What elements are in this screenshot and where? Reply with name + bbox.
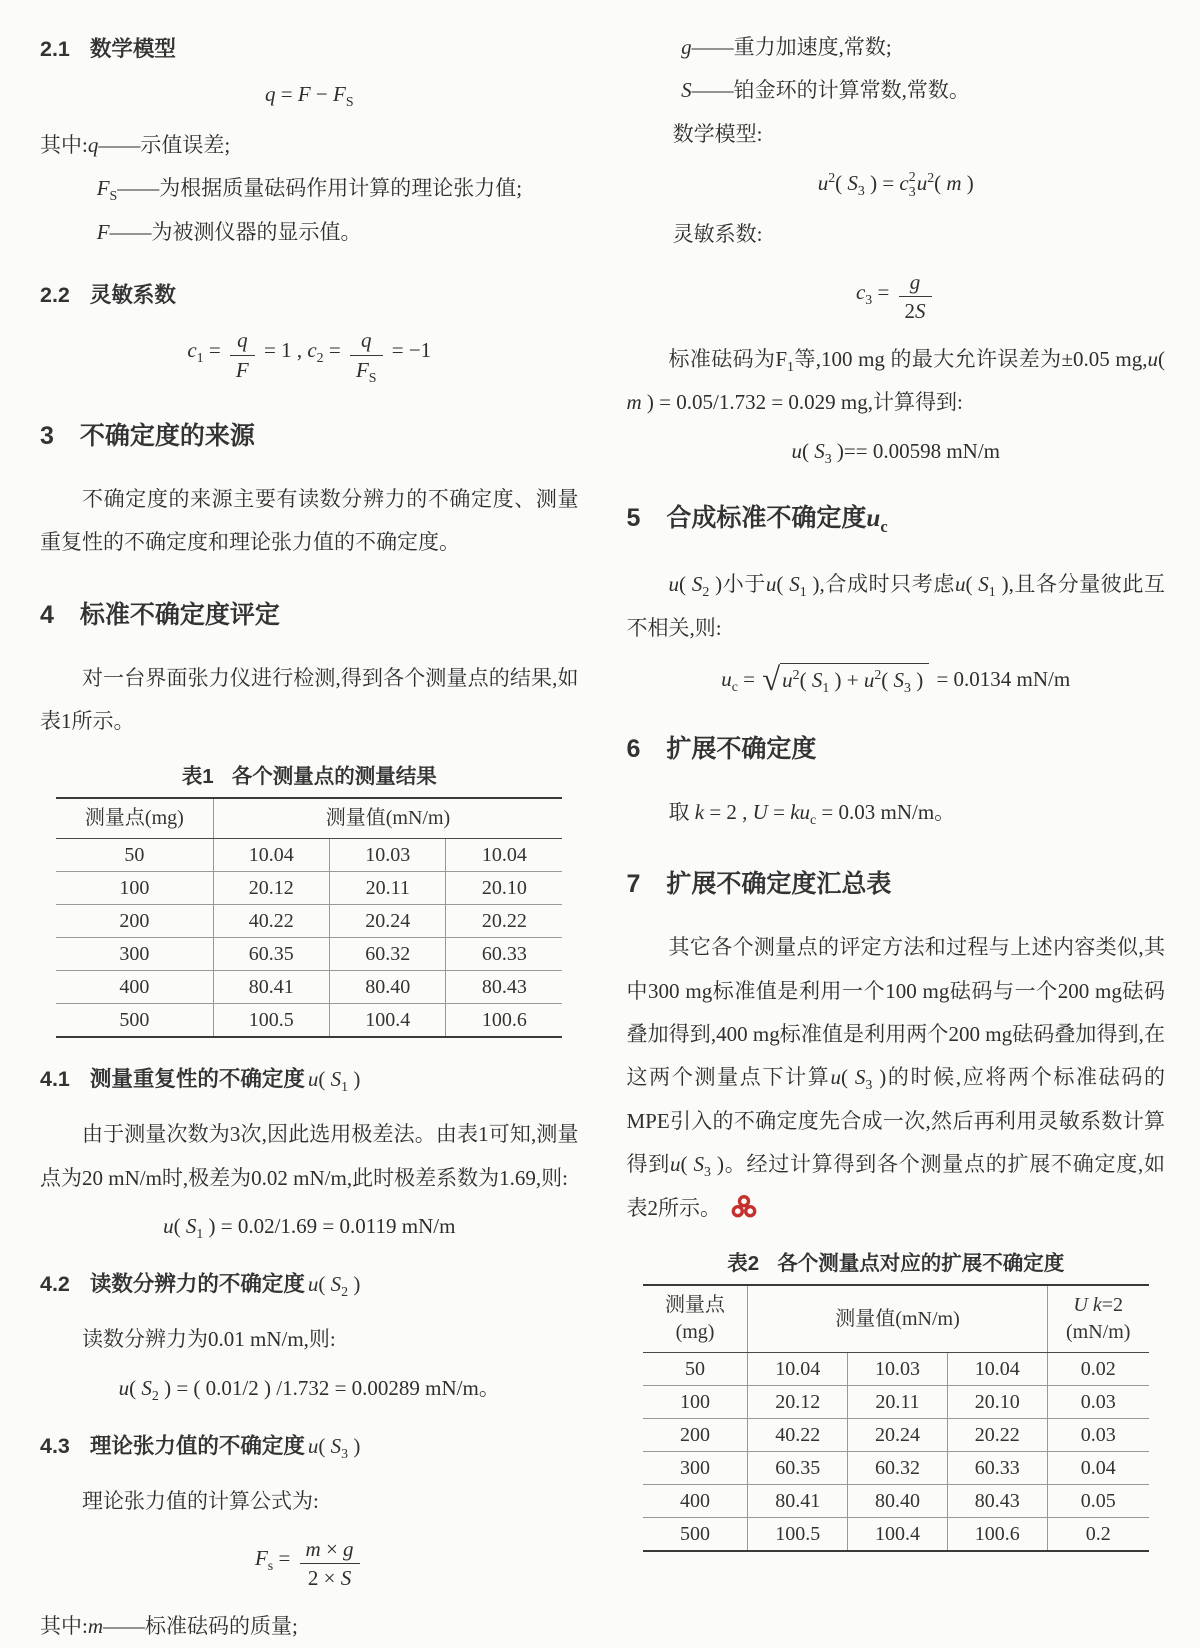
section-4-1-heading (40, 1062, 579, 1095)
table-row (56, 938, 562, 971)
table-cell: 10.04 (213, 839, 329, 872)
section-title: 理论张力值的不确定度 (89, 1433, 305, 1458)
table-cell: 100.6 (446, 1004, 562, 1038)
table-cell: 80.43 (947, 1485, 1047, 1518)
section-number: 2.1 (40, 37, 70, 61)
table-row (56, 839, 562, 872)
table-row (643, 1485, 1149, 1518)
definition-m: 其中:m——标准砝码的质量; (40, 1613, 298, 1638)
section-2-1-heading (40, 32, 579, 63)
table-cell: 40.22 (748, 1419, 848, 1452)
formula-u-s1: u( $S_1$ ) = 0.02/1.69 = 0.0119 mN/m (163, 1213, 456, 1242)
table-title: 各个测量点对应的扩展不确定度 (777, 1252, 1065, 1276)
table-cell: 100 (56, 872, 213, 905)
definition-q: 其中:q——示值误差; (40, 133, 231, 158)
section-title: 读数分辨力的不确定度 (89, 1272, 305, 1297)
right-column (627, 26, 1166, 1648)
table-cell: 100.5 (748, 1518, 848, 1552)
label-sensitivity: 灵敏系数: (672, 221, 763, 246)
heading-math: u( $S_1$ ) (307, 1067, 361, 1095)
table-2-col-u: U k=2 (mN/m) (1047, 1285, 1149, 1353)
table-cell: 50 (685, 1357, 706, 1380)
table-cell: 60.35 (748, 1452, 848, 1485)
table-cell: 20.24 (848, 1419, 948, 1452)
table-cell: 200 (643, 1419, 748, 1452)
table-cell: 20.12 (748, 1386, 848, 1419)
table-2-col-value: 测量值(mN/m) (748, 1285, 1047, 1353)
section-title: 数学模型 (89, 37, 176, 61)
table-row (643, 1452, 1149, 1485)
definition-s: S——铂金环的计算常数,常数。 (681, 78, 970, 103)
table-1-col-value: 测量值(mN/m) (213, 798, 562, 839)
heading-math: u( $S_2$ ) (307, 1272, 361, 1300)
section-number: 2.2 (40, 283, 70, 308)
section-number: 4.1 (40, 1067, 70, 1092)
section-number: 4 (40, 600, 54, 629)
table-cell: 20.11 (329, 872, 445, 905)
formula-c3: $c_3$ = $\frac{g}{2S}$ (627, 269, 1166, 325)
table-cell: 100.4 (848, 1518, 948, 1552)
formula-u2-s3: $u^2$( $S_3$ ) = c 2 3 $u^2$( m ) (817, 169, 974, 199)
table-cell: 20.11 (848, 1386, 948, 1419)
table-cell: 20.24 (329, 905, 445, 938)
heading-math: $u_c$ (866, 504, 888, 536)
definition-g: g——重力加速度,常数; (681, 35, 892, 59)
table-cell: 40.22 (213, 905, 329, 938)
formula-sensitivity-coefficients: $c_1$ = $\frac{q}{F}$ = 1 , $c_2$ = $\frac{q}{F_S}$ = −1 (187, 328, 432, 385)
table-row (643, 1353, 1149, 1386)
table-1-col-point: 测量点(mg) (56, 798, 213, 839)
section-number: 4.3 (40, 1433, 70, 1458)
section-6-line: 取 k = 2 , $U = ku_c = 0.03$ mN/m。 (668, 799, 956, 827)
table-cell: 80.40 (329, 971, 445, 1004)
section-title: 测量重复性的不确定度 (89, 1067, 305, 1092)
heading-math: u( $S_3$ ) (307, 1433, 361, 1461)
table-label: 表1 (181, 765, 214, 789)
table-cell: 0.03 (1047, 1386, 1149, 1419)
table-row (56, 905, 562, 938)
section-4-paragraph: 对一台界面张力仪进行检测,得到各个测量点的结果,如表1所示。 (40, 665, 579, 733)
section-number: 6 (626, 734, 641, 763)
table-cell: 0.05 (1047, 1485, 1149, 1518)
table-cell: 500 (56, 1004, 213, 1038)
table-cell: 0.03 (1047, 1419, 1149, 1452)
table-cell: 300 (643, 1452, 748, 1485)
section-4-3-paragraph: 理论张力值的计算公式为: (82, 1488, 319, 1513)
table-cell: 60.33 (947, 1452, 1047, 1485)
table-cell: 10.04 (446, 839, 562, 872)
section-3-heading (40, 416, 579, 452)
table-cell: 20.22 (446, 905, 562, 938)
table-label: 表2 (727, 1252, 760, 1276)
table-row (56, 1004, 562, 1038)
table-cell: 200 (56, 905, 213, 938)
section-7-paragraph: 其它各个测量点的评定方法和过程与上述内容类似,其中300 mg标准值是利用一个100 mg砝码与一个200 mg砝码叠加得到,400 mg标准值是利用两个200 mg砝码叠加得到,在这两个测量点下计算u( $S_3$ )的时候,应将两个标准砝码的MPE引入的不确定度先合成一次,然后再利用灵敏系数计算得到u( $S_3$ )。经过计算得到各个测量点的扩展不确定度,如表2所示。 (626, 935, 1165, 1220)
table-cell: 50 (124, 843, 145, 866)
formula-fs: $F_s$ = $\frac{m \times g}{2 \times S}$ (40, 1536, 579, 1592)
table-cell: 10.04 (748, 1353, 848, 1386)
table-2-col-point: 测量点 (mg) (643, 1285, 748, 1353)
formula-uc: $u_c$ = √ $u^2$( $S_1$ ) + $u^2$( $S_3$ ) = 0.0134 mN/m (721, 661, 1071, 698)
table-cell: 10.03 (848, 1353, 948, 1386)
table-row (643, 1419, 1149, 1452)
section-3-paragraph: 不确定度的来源主要有读数分辨力的不确定度、测量重复性的不确定度和理论张力值的不确定度。 (40, 487, 579, 555)
table-cell: 400 (643, 1485, 748, 1518)
definition-fs: $F_S——$为根据质量砝码作用计算的理论张力值; (96, 176, 523, 204)
table-cell: 60.33 (446, 938, 562, 971)
section-2-2-heading (40, 278, 579, 309)
table-cell: 60.32 (329, 938, 445, 971)
section-number: 3 (40, 422, 54, 451)
section-4-2-heading (40, 1267, 579, 1300)
table-cell: 20.10 (947, 1386, 1047, 1419)
table-cell: 80.43 (446, 971, 562, 1004)
table-cell: 100.5 (213, 1004, 329, 1038)
table-cell: 60.32 (848, 1452, 948, 1485)
section-5-heading (627, 498, 1166, 537)
section-4-3-heading (40, 1429, 579, 1462)
table-cell: 80.40 (848, 1485, 948, 1518)
section-title: 灵敏系数 (89, 283, 176, 308)
table-cell: 100.6 (947, 1518, 1047, 1552)
table-cell: 0.02 (1047, 1353, 1149, 1386)
table-cell: 10.04 (947, 1353, 1047, 1386)
formula-indication-error: $q = F - F_S$ (264, 82, 354, 110)
table-1-caption (40, 759, 579, 789)
table-cell: 300 (56, 938, 213, 971)
table-cell: 60.35 (213, 938, 329, 971)
table-cell: 80.41 (213, 971, 329, 1004)
section-number: 5 (626, 503, 641, 532)
table-cell: 20.12 (213, 872, 329, 905)
table-cell: 20.10 (446, 872, 562, 905)
table-cell: 500 (643, 1518, 748, 1552)
table-cell: 100 (643, 1386, 748, 1419)
table-row (643, 1386, 1149, 1419)
section-4-heading (40, 595, 579, 631)
table-cell: 80.41 (748, 1485, 848, 1518)
section-title: 合成标准不确定度 (666, 503, 867, 532)
section-4-1-paragraph: 由于测量次数为3次,因此选用极差法。由表1可知,测量点为20 mN/m时,极差为0.02 mN/m,此时极差系数为1.69,则: (40, 1122, 579, 1190)
weight-paragraph: 标准砝码为$F_1$等,100 mg 的最大允许误差为±0.05 mg,u( m ) = 0.05/1.732 = 0.029 mg,计算得到: (626, 346, 1165, 415)
section-6-heading (627, 729, 1166, 765)
table-row (56, 971, 562, 1004)
table-2-caption (627, 1246, 1166, 1276)
section-number: 7 (626, 870, 641, 899)
table-row (643, 1518, 1149, 1552)
formula-u-s2: u( $S_2$ ) = ( 0.01/2 ) /1.732 = 0.00289 mN/m。 (118, 1375, 500, 1403)
table-2 (643, 1284, 1149, 1552)
label-math-model: 数学模型: (672, 121, 763, 146)
table-cell: 0.2 (1047, 1518, 1149, 1552)
table-cell: 10.03 (329, 839, 445, 872)
table-cell: 100.4 (329, 1004, 445, 1038)
section-number: 4.2 (40, 1272, 70, 1297)
definition-f: F——为被测仪器的显示值。 (96, 220, 362, 245)
table-cell: 0.04 (1047, 1452, 1149, 1485)
table-1-header-row (56, 798, 562, 839)
section-title: 扩展不确定度 (666, 734, 817, 763)
section-title: 扩展不确定度汇总表 (666, 870, 892, 899)
article-end-icon (731, 1195, 757, 1218)
table-2-header-row (643, 1285, 1149, 1353)
left-column (40, 26, 579, 1648)
section-7-heading (627, 864, 1166, 900)
section-5-paragraph: u( $S_2$ )小于u( $S_1$ ),合成时只考虑u( $S_1$ ),且各分量彼此互不相关,则: (626, 571, 1165, 640)
table-row (56, 872, 562, 905)
section-title: 标准不确定度评定 (79, 600, 280, 629)
table-cell: 20.22 (947, 1419, 1047, 1452)
section-title: 不确定度的来源 (79, 422, 255, 451)
table-cell: 400 (56, 971, 213, 1004)
table-1 (56, 797, 562, 1038)
section-4-2-paragraph: 读数分辨力为0.01 mN/m,则: (82, 1327, 336, 1352)
formula-u-s3: u( $S_3$ )== 0.00598 mN/m (791, 438, 1001, 466)
table-title: 各个测量点的测量结果 (231, 765, 437, 789)
